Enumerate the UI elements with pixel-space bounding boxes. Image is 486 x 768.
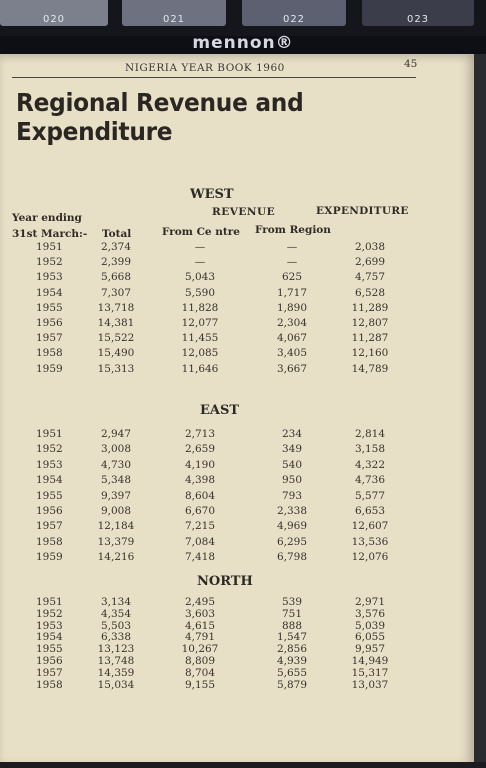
cell-year: 1956 [36, 655, 63, 667]
cell-from-centre: 12,077 [181, 317, 219, 329]
cell-total: 12,184 [97, 520, 135, 533]
frame-number: 023 [406, 14, 430, 25]
film-frame [122, 0, 226, 26]
cell-total: 5,348 [100, 474, 132, 487]
cell-from-region: — [286, 241, 298, 253]
cell-from-centre: — [194, 256, 206, 269]
page-number: 45 [404, 58, 418, 70]
cell-expenditure: 2,971 [354, 596, 386, 608]
film-strip [0, 0, 486, 36]
year-ending-header-line2: 31st March:- [12, 228, 88, 240]
cell-year: 1959 [36, 362, 63, 375]
cell-total: 7,307 [100, 286, 132, 299]
cell-year: 1952 [36, 443, 63, 456]
running-head: NIGERIA YEAR BOOK 1960 [125, 62, 285, 74]
cell-from-region: 5,879 [276, 678, 308, 691]
cell-expenditure: 12,607 [351, 520, 389, 533]
cell-from-centre: 2,495 [184, 596, 216, 608]
page-bottom-edge [0, 762, 486, 768]
cell-from-region: 234 [281, 428, 303, 440]
cell-from-region: 3,667 [276, 362, 308, 375]
cell-from-region: 2,856 [276, 643, 308, 656]
cell-total: 15,490 [97, 347, 135, 360]
cell-year: 1956 [36, 505, 63, 517]
frame-number: 022 [282, 14, 306, 25]
cell-from-region: 4,067 [276, 332, 308, 345]
cell-from-region: — [286, 256, 298, 269]
cell-from-region: 1,717 [276, 286, 308, 299]
cell-total: 13,718 [97, 301, 135, 314]
cell-expenditure: 4,757 [354, 271, 386, 284]
cell-expenditure: 6,055 [354, 631, 386, 644]
section-title-west: WEST [190, 187, 234, 202]
from-region-header: From Region [255, 224, 331, 236]
cell-from-region: 1,547 [276, 631, 308, 644]
cell-from-centre: 4,398 [184, 474, 216, 487]
revenue-header: REVENUE [212, 206, 276, 218]
cell-expenditure: 3,576 [354, 607, 386, 620]
cell-year: 1955 [36, 301, 63, 314]
cell-total: 13,379 [97, 535, 135, 548]
cell-from-region: 6,798 [276, 551, 308, 564]
cell-expenditure: 5,577 [354, 489, 386, 502]
cell-total: 4,730 [100, 458, 132, 471]
cell-expenditure: 5,039 [354, 619, 386, 632]
cell-total: 5,668 [100, 271, 132, 284]
cell-from-region: 3,405 [276, 347, 308, 360]
cell-total: 4,354 [100, 607, 132, 620]
cell-from-region: 540 [281, 458, 303, 471]
cell-total: 6,338 [100, 631, 132, 644]
cell-year: 1953 [36, 458, 63, 471]
header-rule [12, 77, 416, 78]
film-frame [362, 0, 474, 26]
cell-year: 1958 [36, 678, 63, 691]
year-ending-header: Year ending [12, 212, 82, 224]
brand-logo: mennon® [192, 33, 294, 53]
cell-from-region: 4,939 [276, 655, 308, 667]
cell-expenditure: 15,317 [351, 666, 389, 679]
cell-expenditure: 4,736 [354, 474, 386, 487]
cell-from-region: 539 [281, 596, 303, 608]
cell-year: 1953 [36, 271, 63, 284]
cell-from-centre: 7,084 [184, 535, 216, 548]
cell-expenditure: 12,160 [351, 347, 389, 360]
page-title: Regional Revenue and Expenditure [16, 88, 304, 146]
cell-expenditure: 14,949 [351, 655, 389, 667]
cell-year: 1957 [36, 332, 63, 345]
cell-total: 14,381 [97, 317, 135, 329]
cell-year: 1956 [36, 317, 63, 329]
cell-total: 13,123 [97, 643, 135, 656]
cell-from-region: 2,304 [276, 317, 308, 329]
cell-year: 1957 [36, 520, 63, 533]
cell-from-centre: 2,659 [184, 443, 216, 456]
cell-year: 1958 [36, 347, 63, 360]
cell-expenditure: 12,076 [351, 551, 389, 564]
cell-expenditure: 9,957 [354, 643, 386, 656]
cell-total: 13,748 [97, 655, 135, 667]
cell-expenditure: 14,789 [351, 362, 389, 375]
cell-expenditure: 11,287 [351, 332, 389, 345]
section-title-east: EAST [200, 403, 240, 418]
cell-expenditure: 11,289 [351, 301, 389, 314]
cell-year: 1952 [36, 607, 63, 620]
cell-from-centre: 11,455 [181, 332, 219, 345]
cell-from-centre: 7,215 [184, 520, 216, 533]
cell-from-region: 625 [281, 271, 303, 284]
cell-from-centre: 8,809 [184, 655, 216, 667]
cell-expenditure: 12,807 [351, 317, 389, 329]
cell-total: 5,503 [100, 619, 132, 632]
cell-expenditure: 3,158 [354, 443, 386, 456]
cell-year: 1951 [36, 428, 63, 440]
cell-year: 1954 [36, 474, 63, 487]
cell-total: 9,008 [100, 505, 132, 517]
cell-from-region: 2,338 [276, 505, 308, 517]
cell-total: 15,313 [97, 362, 135, 375]
cell-total: 2,399 [100, 256, 132, 269]
cell-year: 1951 [36, 596, 63, 608]
cell-expenditure: 6,528 [354, 286, 386, 299]
cell-from-centre: 2,713 [184, 428, 216, 440]
cell-total: 15,522 [97, 332, 135, 345]
cell-from-centre: 6,670 [184, 505, 216, 517]
from-centre-header: From Ce ntre [162, 226, 240, 238]
frame-number: 021 [162, 14, 186, 25]
cell-expenditure: 2,814 [354, 428, 386, 440]
cell-year: 1955 [36, 643, 63, 656]
cell-from-centre: 7,418 [184, 551, 216, 564]
cell-from-region: 4,969 [276, 520, 308, 533]
cell-year: 1952 [36, 256, 63, 269]
cell-expenditure: 13,037 [351, 678, 389, 691]
cell-total: 3,008 [100, 443, 132, 456]
cell-expenditure: 13,536 [351, 535, 389, 548]
cell-from-region: 950 [281, 474, 303, 487]
cell-from-centre: 3,603 [184, 607, 216, 620]
section-title-north: NORTH [197, 574, 253, 589]
cell-total: 15,034 [97, 678, 135, 691]
cell-expenditure: 6,653 [354, 505, 386, 517]
cell-from-region: 1,890 [276, 301, 308, 314]
cell-from-centre: 8,704 [184, 666, 216, 679]
cell-from-region: 349 [281, 443, 303, 456]
cell-total: 2,947 [100, 428, 132, 440]
cell-year: 1958 [36, 535, 63, 548]
expenditure-header: EXPENDITURE [316, 205, 409, 217]
cell-year: 1955 [36, 489, 63, 502]
total-header: Total [102, 228, 132, 240]
cell-year: 1951 [36, 241, 63, 253]
cell-from-region: 793 [281, 489, 303, 502]
cell-year: 1954 [36, 286, 63, 299]
cell-from-centre: 10,267 [181, 643, 219, 656]
cell-from-region: 5,655 [276, 666, 308, 679]
cell-from-centre: 5,043 [184, 271, 216, 284]
film-frame [0, 0, 108, 26]
cell-from-centre: 8,604 [184, 489, 216, 502]
cell-from-centre: 4,190 [184, 458, 216, 471]
cell-from-centre: 4,615 [184, 619, 216, 632]
cell-from-centre: 9,155 [184, 678, 216, 691]
cell-from-centre: 5,590 [184, 286, 216, 299]
cell-from-centre: — [194, 241, 206, 253]
cell-total: 14,216 [97, 551, 135, 564]
cell-total: 9,397 [100, 489, 132, 502]
cell-from-centre: 11,646 [181, 362, 219, 375]
cell-expenditure: 2,038 [354, 241, 386, 253]
cell-from-centre: 4,791 [184, 631, 216, 644]
page-edge-shadow [474, 54, 486, 768]
cell-expenditure: 2,699 [354, 256, 386, 269]
cell-total: 14,359 [97, 666, 135, 679]
cell-year: 1959 [36, 551, 63, 564]
cell-total: 2,374 [100, 241, 132, 253]
cell-year: 1957 [36, 666, 63, 679]
cell-from-centre: 11,828 [181, 301, 219, 314]
cell-from-region: 888 [281, 619, 303, 632]
cell-total: 3,134 [100, 596, 132, 608]
cell-from-region: 751 [281, 607, 303, 620]
cell-from-centre: 12,085 [181, 347, 219, 360]
film-frame [242, 0, 346, 26]
frame-number: 020 [42, 14, 66, 25]
cell-year: 1954 [36, 631, 63, 644]
cell-year: 1953 [36, 619, 63, 632]
cell-expenditure: 4,322 [354, 458, 386, 471]
cell-from-region: 6,295 [276, 535, 308, 548]
